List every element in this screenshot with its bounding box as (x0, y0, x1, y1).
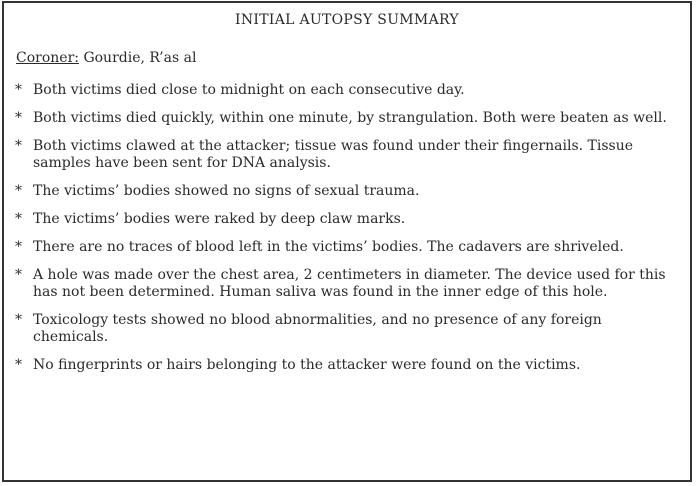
finding-text: Both victims died quickly, within one minute, by strangulation. Both were beaten as well. (33, 110, 667, 126)
bullet-marker: * (15, 267, 22, 283)
finding-text: The victims’ bodies were raked by deep claw marks. (33, 211, 406, 227)
document-title: INITIAL AUTOPSY SUMMARY (235, 12, 459, 28)
bullet-marker: * (15, 110, 22, 126)
list-item (15, 211, 681, 228)
bullet-marker: * (15, 138, 22, 154)
list-item (15, 239, 681, 256)
finding-text: A hole was made over the chest area, 2 centimeters in diameter. The device used for this has not been determined. Human saliva was found in the inner edge of this hole. (33, 267, 666, 300)
bullet-marker: * (15, 312, 22, 328)
finding-text: No fingerprints or hairs belonging to the attacker were found on the victims. (33, 357, 581, 373)
bullet-marker: * (15, 183, 22, 199)
coroner-label: Coroner: (16, 50, 79, 66)
list-item (15, 110, 681, 127)
list-item (15, 267, 681, 301)
finding-text: Toxicology tests showed no blood abnormalities, and no presence of any foreign chemicals. (33, 312, 602, 345)
list-item (15, 312, 681, 346)
finding-text: The victims’ bodies showed no signs of sexual trauma. (33, 183, 420, 199)
bullet-marker: * (15, 357, 22, 373)
list-item (15, 82, 681, 99)
coroner-line (16, 50, 196, 66)
list-item (15, 138, 681, 172)
list-item (15, 357, 681, 374)
finding-text: Both victims clawed at the attacker; tissue was found under their fingernails. Tissue samples have been sent for DNA analysis. (33, 138, 634, 171)
list-item (15, 183, 681, 200)
autopsy-summary-box (2, 1, 692, 482)
finding-text: There are no traces of blood left in the victims’ bodies. The cadavers are shriveled. (33, 239, 624, 255)
bullet-marker: * (15, 239, 22, 255)
findings-list (15, 82, 681, 385)
bullet-marker: * (15, 82, 22, 98)
bullet-marker: * (15, 211, 22, 227)
finding-text: Both victims died close to midnight on each consecutive day. (33, 82, 465, 98)
coroner-name: Gourdie, R’as al (83, 50, 197, 66)
